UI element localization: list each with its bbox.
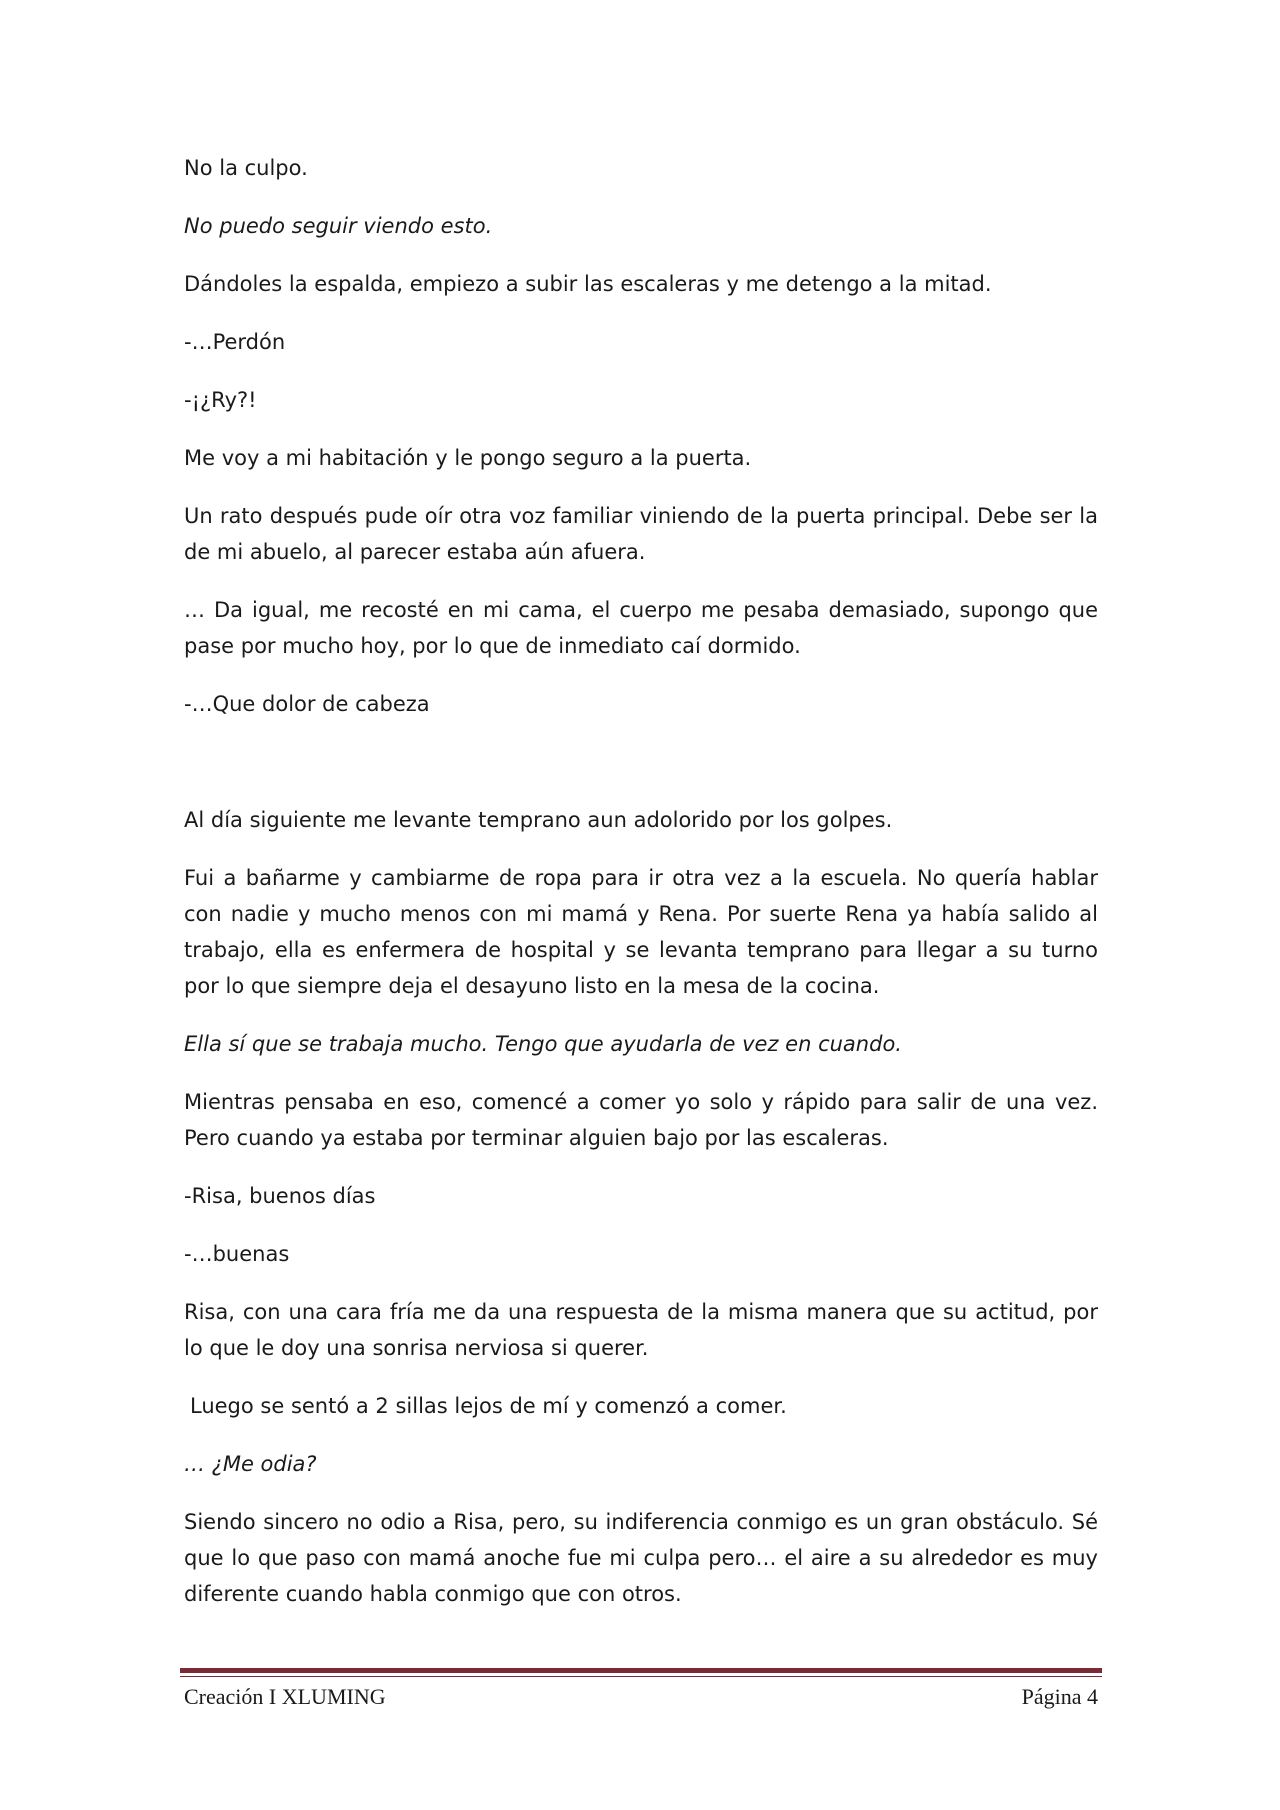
footer-divider-thin <box>180 1676 1102 1677</box>
paragraph: … Da igual, me recosté en mi cama, el cuerpo me pesaba demasiado, supongo que pase por mucho hoy, por lo que de inmediato caí dormido. <box>184 598 1098 658</box>
paragraph: Siendo sincero no odio a Risa, pero, su indiferencia conmigo es un gran obstáculo. Sé que lo que paso con mamá anoche fue mi culpa pero… el aire a su alrededor es muy diferente cuando habla conmigo que con otros. <box>184 1510 1098 1606</box>
dialogue-line: -¡¿Ry?! <box>184 388 257 412</box>
page-footer <box>184 1680 1098 1714</box>
footer-page-number: Página 4 <box>1021 1684 1098 1709</box>
dialogue-line: -…Que dolor de cabeza <box>184 692 430 716</box>
paragraph: No la culpo. <box>184 156 308 180</box>
paragraph: Me voy a mi habitación y le pongo seguro a la puerta. <box>184 446 752 470</box>
paragraph-italic: Ella sí que se trabaja mucho. Tengo que ayudarla de vez en cuando. <box>184 1032 902 1056</box>
paragraph: Dándoles la espalda, empiezo a subir las escaleras y me detengo a la mitad. <box>184 272 992 296</box>
paragraph: Luego se sentó a 2 sillas lejos de mí y comenzó a comer. <box>190 1394 787 1418</box>
paragraph: Risa, con una cara fría me da una respuesta de la misma manera que su actitud, por lo que le doy una sonrisa nerviosa si querer. <box>184 1300 1098 1360</box>
paragraph: Al día siguiente me levante temprano aun adolorido por los golpes. <box>184 808 893 832</box>
footer-author: Creación I XLUMING <box>184 1684 386 1709</box>
dialogue-line: -Risa, buenos días <box>184 1184 376 1208</box>
paragraph-italic: … ¿Me odia? <box>184 1452 317 1476</box>
paragraph: Un rato después pude oír otra voz familiar viniendo de la puerta principal. Debe ser la de mi abuelo, al parecer estaba aún afuera. <box>184 504 1098 564</box>
section-gap <box>184 744 1098 802</box>
paragraph-italic: No puedo seguir viendo esto. <box>184 214 493 238</box>
dialogue-line: -…buenas <box>184 1242 290 1266</box>
paragraph: Mientras pensaba en eso, comencé a comer yo solo y rápido para salir de una vez. Pero cuando ya estaba por terminar alguien bajo por las escaleras. <box>184 1090 1098 1150</box>
document-body <box>184 150 1098 1634</box>
footer-divider <box>180 1668 1102 1673</box>
dialogue-line: -…Perdón <box>184 330 286 354</box>
paragraph: Fui a bañarme y cambiarme de ropa para ir otra vez a la escuela. No quería hablar con nadie y mucho menos con mi mamá y Rena. Por suerte Rena ya había salido al trabajo, ella es enfermera de hospital y se levanta temprano para llegar a su turno por lo que siempre deja el desayuno listo en la mesa de la cocina. <box>184 866 1098 998</box>
